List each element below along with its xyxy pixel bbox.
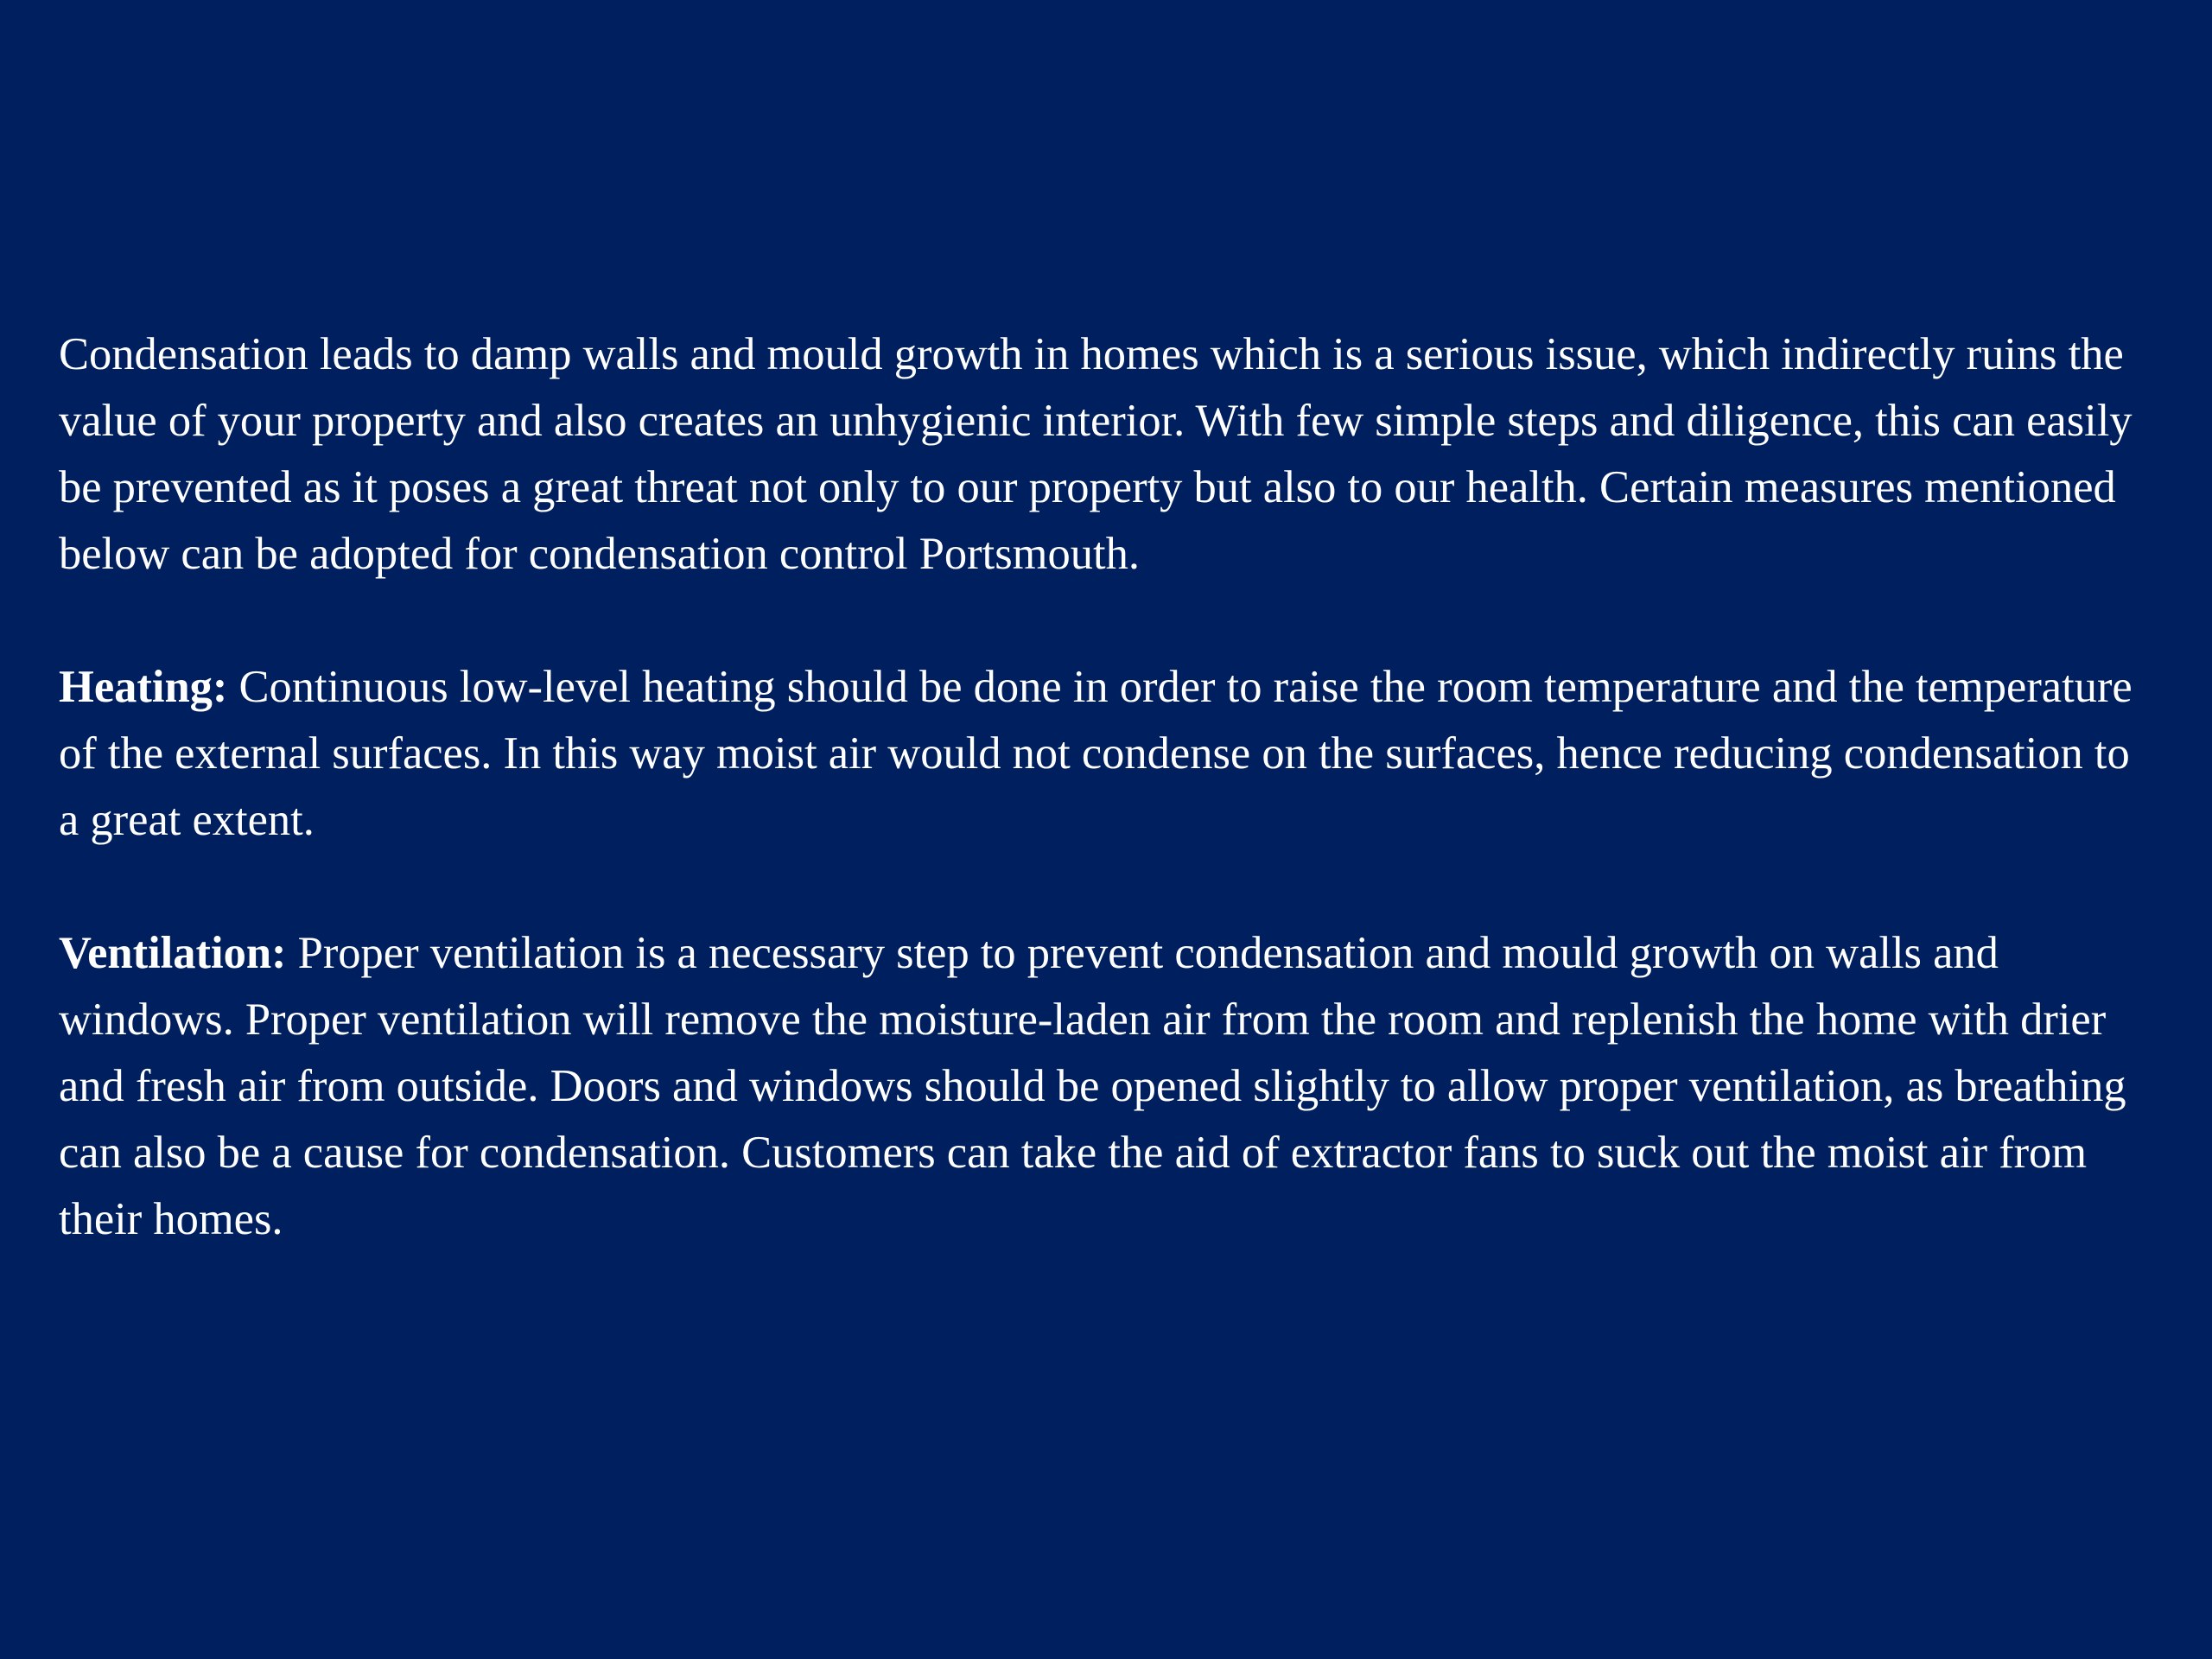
ventilation-paragraph <box>59 920 2150 1253</box>
ventilation-heading: Ventilation: <box>59 928 287 978</box>
slide-text-block <box>59 321 2150 1253</box>
heating-heading: Heating: <box>59 662 228 712</box>
heating-paragraph <box>59 654 2150 854</box>
intro-paragraph: Condensation leads to damp walls and mould growth in homes which is a serious issue, which indirectly ruins the value of your property and also creates an unhygienic interior. With few simple steps and diligence, this can easily be prevented as it poses a great threat not only to our property but also to our health. Certain measures mentioned below can be adopted for condensation control Portsmouth. <box>59 329 2133 579</box>
ventilation-body: Proper ventilation is a necessary step to prevent condensation and mould growth on walls and windows. Proper ventilation will remove the moisture-laden air from the room and replenish the home with drier and fresh air from outside. Doors and windows should be opened slightly to allow proper ventilation, as breathing can also be a cause for condensation. Customers can take the aid of extractor fans to suck out the moist air from their homes. <box>59 928 2126 1244</box>
heating-body: Continuous low-level heating should be done in order to raise the room temperature and the temperature of the external surfaces. In this way moist air would not condense on the surfaces, hence reducing condensation to a great extent. <box>59 662 2133 845</box>
